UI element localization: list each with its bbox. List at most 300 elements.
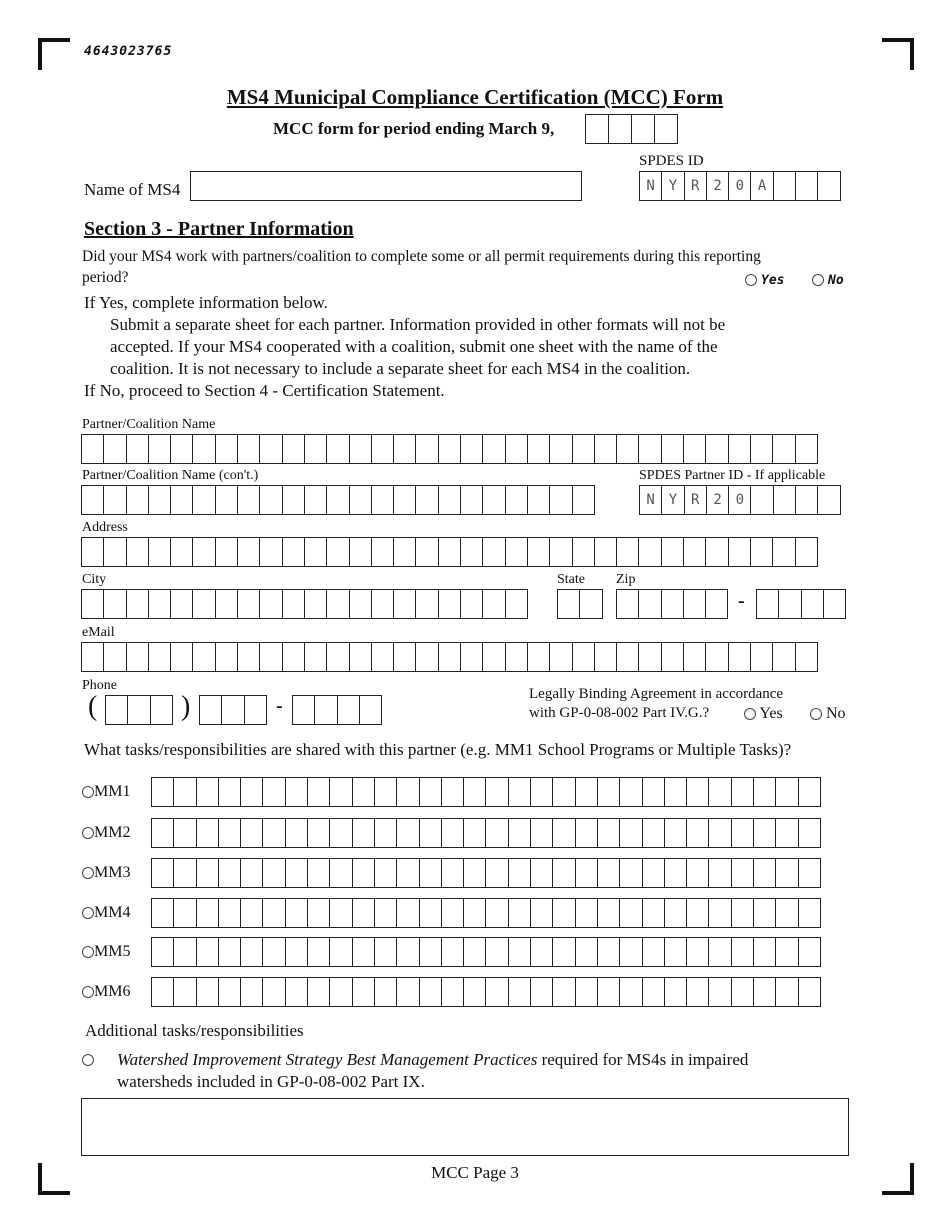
char-box[interactable] [642, 858, 665, 888]
mm-radio[interactable] [82, 907, 94, 919]
char-box[interactable] [393, 537, 416, 567]
char-box[interactable] [664, 818, 687, 848]
char-box[interactable] [753, 977, 776, 1007]
char-box[interactable] [438, 537, 461, 567]
char-box[interactable] [259, 589, 282, 619]
char-box[interactable] [505, 589, 528, 619]
char-box[interactable] [105, 695, 128, 725]
char-box[interactable] [415, 589, 438, 619]
char-box[interactable]: 0 [728, 485, 751, 515]
char-box[interactable] [597, 937, 620, 967]
char-box[interactable] [349, 434, 372, 464]
char-box[interactable] [661, 537, 684, 567]
char-box[interactable] [438, 485, 461, 515]
char-box[interactable] [441, 858, 464, 888]
char-box[interactable] [285, 977, 308, 1007]
char-box[interactable] [349, 642, 372, 672]
char-box[interactable] [552, 777, 575, 807]
char-box[interactable] [508, 818, 531, 848]
char-box[interactable] [661, 589, 684, 619]
char-box[interactable] [597, 898, 620, 928]
char-box[interactable] [798, 858, 821, 888]
char-box[interactable] [552, 977, 575, 1007]
char-box[interactable] [282, 537, 305, 567]
char-box[interactable] [329, 937, 352, 967]
char-box[interactable] [307, 937, 330, 967]
char-box[interactable] [775, 858, 798, 888]
char-box[interactable] [750, 537, 773, 567]
char-box[interactable] [307, 858, 330, 888]
agreement-yes-option[interactable] [744, 705, 783, 723]
char-box[interactable] [352, 858, 375, 888]
char-box[interactable] [798, 818, 821, 848]
char-box[interactable] [638, 642, 661, 672]
char-box[interactable] [240, 777, 263, 807]
char-box[interactable] [262, 898, 285, 928]
char-box[interactable] [597, 858, 620, 888]
char-box[interactable] [103, 537, 126, 567]
char-box[interactable] [215, 485, 238, 515]
char-box[interactable] [530, 937, 553, 967]
char-box[interactable] [374, 818, 397, 848]
char-box[interactable] [148, 589, 171, 619]
char-box[interactable] [594, 642, 617, 672]
char-box[interactable] [795, 171, 818, 201]
no-radio[interactable] [812, 274, 824, 286]
char-box[interactable] [463, 898, 486, 928]
char-box[interactable] [282, 434, 305, 464]
char-box[interactable] [173, 777, 196, 807]
char-box[interactable] [705, 642, 728, 672]
char-box[interactable] [756, 589, 779, 619]
email-boxes[interactable] [81, 642, 817, 672]
char-box[interactable] [304, 485, 327, 515]
char-box[interactable] [326, 589, 349, 619]
char-box[interactable] [441, 977, 464, 1007]
char-box[interactable] [731, 777, 754, 807]
char-box[interactable] [282, 485, 305, 515]
char-box[interactable] [795, 434, 818, 464]
char-box[interactable] [103, 642, 126, 672]
char-box[interactable] [775, 818, 798, 848]
char-box[interactable] [775, 937, 798, 967]
char-box[interactable] [126, 589, 149, 619]
char-box[interactable] [396, 977, 419, 1007]
char-box[interactable] [173, 858, 196, 888]
char-box[interactable] [285, 937, 308, 967]
char-box[interactable] [352, 898, 375, 928]
char-box[interactable] [244, 695, 267, 725]
char-box[interactable] [393, 485, 416, 515]
char-box[interactable] [485, 777, 508, 807]
city-boxes[interactable] [81, 589, 527, 619]
char-box[interactable] [237, 589, 260, 619]
char-box[interactable] [262, 977, 285, 1007]
char-box[interactable] [215, 642, 238, 672]
char-box[interactable] [240, 977, 263, 1007]
char-box[interactable] [463, 858, 486, 888]
phone-area-boxes[interactable] [105, 695, 172, 725]
char-box[interactable] [552, 937, 575, 967]
char-box[interactable] [664, 777, 687, 807]
char-box[interactable] [173, 818, 196, 848]
char-box[interactable] [218, 937, 241, 967]
char-box[interactable] [575, 777, 598, 807]
char-box[interactable] [282, 642, 305, 672]
char-box[interactable] [823, 589, 846, 619]
char-box[interactable] [638, 589, 661, 619]
char-box[interactable] [419, 777, 442, 807]
char-box[interactable] [419, 858, 442, 888]
char-box[interactable] [485, 818, 508, 848]
char-box[interactable] [262, 777, 285, 807]
char-box[interactable] [731, 977, 754, 1007]
char-box[interactable] [126, 537, 149, 567]
char-box[interactable] [482, 485, 505, 515]
char-box[interactable] [530, 858, 553, 888]
char-box[interactable] [329, 898, 352, 928]
agreement-no-option[interactable] [810, 705, 846, 723]
char-box[interactable] [664, 898, 687, 928]
char-box[interactable] [304, 589, 327, 619]
char-box[interactable] [218, 818, 241, 848]
char-box[interactable] [199, 695, 222, 725]
char-box[interactable] [750, 642, 773, 672]
char-box[interactable] [371, 589, 394, 619]
char-box[interactable] [594, 537, 617, 567]
char-box[interactable] [708, 898, 731, 928]
char-box[interactable] [151, 898, 174, 928]
char-box[interactable] [485, 898, 508, 928]
char-box[interactable] [619, 977, 642, 1007]
char-box[interactable] [549, 485, 572, 515]
mm-row-label[interactable] [82, 864, 130, 882]
char-box[interactable] [237, 537, 260, 567]
char-box[interactable] [329, 818, 352, 848]
char-box[interactable] [753, 818, 776, 848]
char-box[interactable] [683, 537, 706, 567]
char-box[interactable] [393, 642, 416, 672]
char-box[interactable]: Y [661, 485, 684, 515]
char-box[interactable] [753, 858, 776, 888]
char-box[interactable] [441, 777, 464, 807]
mm-radio[interactable] [82, 946, 94, 958]
char-box[interactable] [215, 589, 238, 619]
char-box[interactable] [530, 898, 553, 928]
char-box[interactable] [594, 434, 617, 464]
char-box[interactable] [549, 537, 572, 567]
char-box[interactable] [173, 977, 196, 1007]
char-box[interactable] [527, 434, 550, 464]
char-box[interactable] [371, 434, 394, 464]
char-box[interactable] [337, 695, 360, 725]
char-box[interactable] [575, 977, 598, 1007]
char-box[interactable] [374, 937, 397, 967]
char-box[interactable] [374, 858, 397, 888]
char-box[interactable] [374, 777, 397, 807]
char-box[interactable] [642, 898, 665, 928]
char-box[interactable] [728, 642, 751, 672]
char-box[interactable] [415, 485, 438, 515]
char-box[interactable] [196, 777, 219, 807]
char-box[interactable] [192, 589, 215, 619]
char-box[interactable] [460, 537, 483, 567]
char-box[interactable] [349, 485, 372, 515]
char-box[interactable] [664, 858, 687, 888]
char-box[interactable] [505, 434, 528, 464]
question-yes-option[interactable] [745, 271, 784, 289]
char-box[interactable] [441, 898, 464, 928]
period-year-boxes[interactable] [585, 114, 677, 144]
char-box[interactable] [557, 589, 580, 619]
char-box[interactable] [549, 434, 572, 464]
char-box[interactable] [664, 937, 687, 967]
char-box[interactable] [608, 114, 632, 144]
char-box[interactable] [485, 937, 508, 967]
char-box[interactable] [463, 777, 486, 807]
char-box[interactable] [505, 642, 528, 672]
char-box[interactable] [795, 537, 818, 567]
char-box[interactable] [396, 818, 419, 848]
char-box[interactable] [240, 818, 263, 848]
char-box[interactable] [349, 589, 372, 619]
char-box[interactable] [285, 818, 308, 848]
partner-name-cont-boxes[interactable] [81, 485, 594, 515]
char-box[interactable] [572, 537, 595, 567]
char-box[interactable] [460, 589, 483, 619]
char-box[interactable] [616, 589, 639, 619]
mm-radio[interactable] [82, 867, 94, 879]
char-box[interactable]: N [639, 171, 662, 201]
char-box[interactable] [775, 777, 798, 807]
char-box[interactable] [619, 777, 642, 807]
char-box[interactable] [314, 695, 337, 725]
char-box[interactable] [572, 642, 595, 672]
char-box[interactable] [753, 777, 776, 807]
char-box[interactable] [262, 818, 285, 848]
mm-radio[interactable] [82, 786, 94, 798]
char-box[interactable] [619, 937, 642, 967]
char-box[interactable] [817, 485, 840, 515]
char-box[interactable] [150, 695, 173, 725]
char-box[interactable] [81, 589, 104, 619]
char-box[interactable] [772, 642, 795, 672]
char-box[interactable] [527, 485, 550, 515]
char-box[interactable] [575, 898, 598, 928]
char-box[interactable] [262, 858, 285, 888]
char-box[interactable] [127, 695, 150, 725]
char-box[interactable] [575, 818, 598, 848]
char-box[interactable] [638, 434, 661, 464]
char-box[interactable] [237, 434, 260, 464]
char-box[interactable] [508, 777, 531, 807]
agreement-yes-radio[interactable] [744, 708, 756, 720]
char-box[interactable] [642, 937, 665, 967]
char-box[interactable] [708, 858, 731, 888]
char-box[interactable] [508, 977, 531, 1007]
char-box[interactable] [103, 434, 126, 464]
char-box[interactable] [103, 589, 126, 619]
char-box[interactable] [352, 818, 375, 848]
char-box[interactable] [731, 937, 754, 967]
char-box[interactable] [415, 537, 438, 567]
char-box[interactable] [329, 777, 352, 807]
char-box[interactable] [775, 977, 798, 1007]
char-box[interactable] [505, 485, 528, 515]
char-box[interactable] [482, 434, 505, 464]
char-box[interactable] [619, 818, 642, 848]
char-box[interactable] [221, 695, 244, 725]
char-box[interactable] [686, 777, 709, 807]
char-box[interactable] [708, 937, 731, 967]
char-box[interactable] [192, 642, 215, 672]
char-box[interactable] [530, 777, 553, 807]
char-box[interactable]: Y [661, 171, 684, 201]
char-box[interactable] [81, 434, 104, 464]
char-box[interactable] [705, 589, 728, 619]
char-box[interactable] [778, 589, 801, 619]
char-box[interactable] [508, 858, 531, 888]
char-box[interactable] [463, 937, 486, 967]
char-box[interactable] [173, 937, 196, 967]
char-box[interactable] [686, 818, 709, 848]
char-box[interactable] [170, 537, 193, 567]
char-box[interactable] [151, 937, 174, 967]
char-box[interactable] [438, 434, 461, 464]
name-of-ms4-field[interactable] [190, 171, 582, 201]
char-box[interactable] [148, 642, 171, 672]
yes-radio[interactable] [745, 274, 757, 286]
char-box[interactable] [326, 434, 349, 464]
char-box[interactable] [307, 818, 330, 848]
char-box[interactable] [530, 977, 553, 1007]
char-box[interactable] [683, 642, 706, 672]
char-box[interactable] [352, 777, 375, 807]
char-box[interactable] [575, 937, 598, 967]
mm-radio[interactable] [82, 986, 94, 998]
char-box[interactable] [419, 937, 442, 967]
char-box[interactable] [396, 898, 419, 928]
mm-radio[interactable] [82, 827, 94, 839]
char-box[interactable] [326, 642, 349, 672]
char-box[interactable] [731, 858, 754, 888]
char-box[interactable] [192, 537, 215, 567]
char-box[interactable] [218, 858, 241, 888]
char-box[interactable] [329, 858, 352, 888]
additional-text-area[interactable] [81, 1098, 849, 1156]
char-box[interactable] [259, 485, 282, 515]
phone-line-boxes[interactable] [292, 695, 381, 725]
char-box[interactable] [642, 818, 665, 848]
char-box[interactable] [173, 898, 196, 928]
char-box[interactable] [795, 485, 818, 515]
char-box[interactable] [237, 642, 260, 672]
char-box[interactable]: R [684, 171, 707, 201]
char-box[interactable] [393, 589, 416, 619]
char-box[interactable] [817, 171, 840, 201]
additional-radio[interactable] [82, 1051, 94, 1069]
char-box[interactable]: A [750, 171, 773, 201]
char-box[interactable] [579, 589, 602, 619]
char-box[interactable] [329, 977, 352, 1007]
char-box[interactable]: 2 [706, 485, 729, 515]
char-box[interactable] [654, 114, 678, 144]
char-box[interactable] [661, 642, 684, 672]
char-box[interactable] [237, 485, 260, 515]
char-box[interactable] [103, 485, 126, 515]
char-box[interactable] [616, 642, 639, 672]
char-box[interactable] [773, 171, 796, 201]
char-box[interactable] [642, 777, 665, 807]
char-box[interactable] [441, 937, 464, 967]
char-box[interactable] [396, 858, 419, 888]
char-box[interactable] [218, 898, 241, 928]
char-box[interactable] [371, 642, 394, 672]
char-box[interactable] [419, 977, 442, 1007]
char-box[interactable] [705, 537, 728, 567]
char-box[interactable] [148, 434, 171, 464]
char-box[interactable] [705, 434, 728, 464]
char-box[interactable] [460, 485, 483, 515]
mm-task-boxes[interactable] [151, 937, 820, 967]
char-box[interactable] [196, 858, 219, 888]
mm-row-label[interactable] [82, 904, 130, 922]
state-boxes[interactable] [557, 589, 602, 619]
char-box[interactable] [192, 434, 215, 464]
char-box[interactable] [396, 937, 419, 967]
char-box[interactable] [81, 642, 104, 672]
char-box[interactable] [597, 777, 620, 807]
char-box[interactable] [485, 977, 508, 1007]
char-box[interactable] [798, 977, 821, 1007]
char-box[interactable] [148, 485, 171, 515]
char-box[interactable] [795, 642, 818, 672]
char-box[interactable] [415, 642, 438, 672]
char-box[interactable] [438, 642, 461, 672]
mm-row-label[interactable] [82, 983, 130, 1001]
char-box[interactable] [304, 537, 327, 567]
char-box[interactable] [642, 977, 665, 1007]
char-box[interactable] [638, 537, 661, 567]
char-box[interactable] [371, 537, 394, 567]
partner-name-boxes[interactable] [81, 434, 817, 464]
char-box[interactable] [170, 589, 193, 619]
char-box[interactable] [285, 777, 308, 807]
char-box[interactable] [396, 777, 419, 807]
char-box[interactable] [240, 937, 263, 967]
char-box[interactable] [661, 434, 684, 464]
char-box[interactable] [750, 434, 773, 464]
char-box[interactable] [508, 898, 531, 928]
char-box[interactable] [259, 537, 282, 567]
char-box[interactable] [460, 434, 483, 464]
char-box[interactable] [686, 858, 709, 888]
char-box[interactable] [215, 537, 238, 567]
char-box[interactable] [419, 818, 442, 848]
char-box[interactable] [616, 537, 639, 567]
char-box[interactable] [485, 858, 508, 888]
char-box[interactable] [482, 589, 505, 619]
char-box[interactable] [686, 937, 709, 967]
char-box[interactable] [151, 977, 174, 1007]
char-box[interactable] [170, 485, 193, 515]
char-box[interactable] [597, 818, 620, 848]
char-box[interactable] [170, 434, 193, 464]
char-box[interactable] [463, 977, 486, 1007]
char-box[interactable] [619, 858, 642, 888]
char-box[interactable] [798, 777, 821, 807]
char-box[interactable]: 0 [728, 171, 751, 201]
